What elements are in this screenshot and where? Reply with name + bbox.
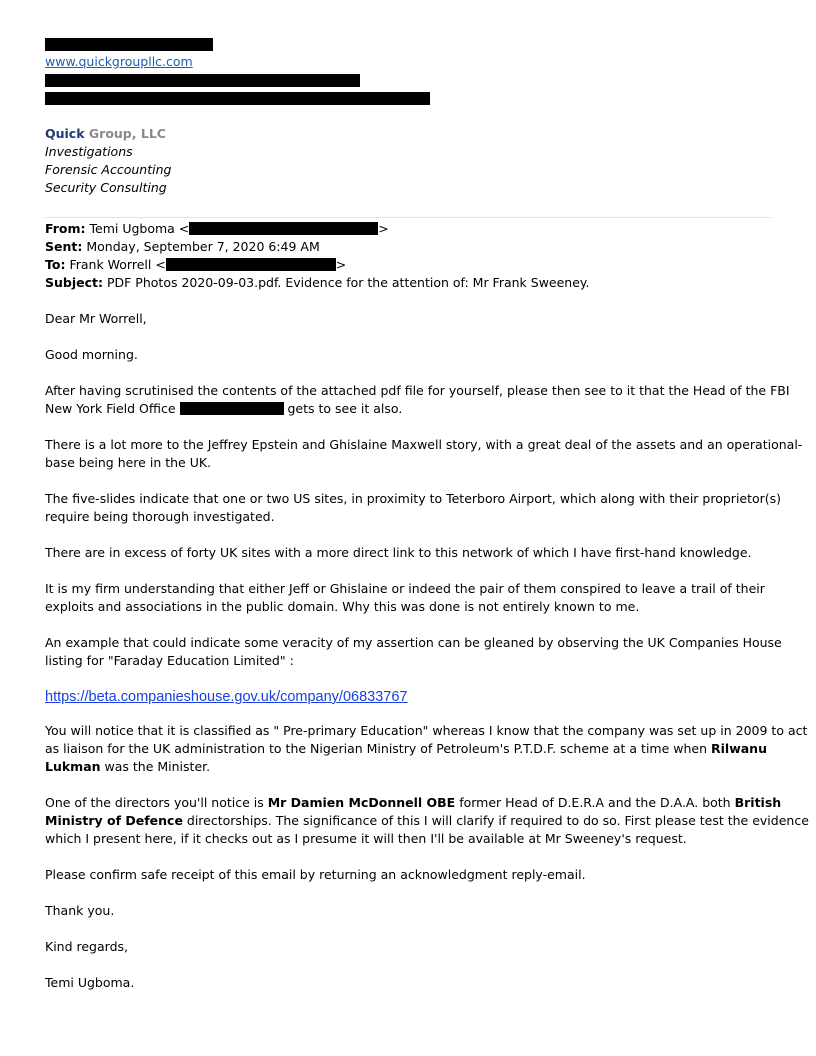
- body-line: listing for "Faraday Education Limited" :: [45, 653, 294, 668]
- body-line: After having scrutinised the contents of the attached pdf file for yourself, please then see to it that the Head of the FBI: [45, 383, 790, 398]
- company-name-rest: Group, LLC: [84, 126, 166, 141]
- body-line: There are in excess of forty UK sites with a more direct link to this network of which I have first-hand knowledge.: [45, 545, 752, 560]
- body-line: which I present here, if it checks out as I presume it will then I'll be available at Mr Sweeney's request.: [45, 831, 687, 846]
- to-row: [45, 256, 346, 274]
- companies-house-link[interactable]: https://beta.companieshouse.gov.uk/company/06833767: [45, 689, 408, 705]
- body-line: It is my firm understanding that either Jeff or Ghislaine or indeed the pair of them conspired to leave a trail of their: [45, 581, 765, 596]
- body-text-bold: British: [734, 795, 782, 810]
- body-line: Good morning.: [45, 347, 138, 362]
- subject-value: PDF Photos 2020-09-03.pdf. Evidence for the attention of: Mr Frank Sweeney.: [106, 275, 590, 290]
- body-line: You will notice that it is classified as " Pre-primary Education" whereas I know that the company was set up in 2009 to act: [45, 723, 808, 738]
- from-row: [45, 220, 389, 238]
- to-close: >: [335, 257, 347, 272]
- body-text: gets to see it also.: [287, 401, 403, 416]
- body-line: base being here in the UK.: [45, 455, 212, 470]
- body-line: Please confirm safe receipt of this email by returning an acknowledgment reply-email.: [45, 867, 586, 882]
- body-line: [45, 812, 809, 830]
- body-line: An example that could indicate some veracity of my assertion can be gleaned by observing the UK Companies House: [45, 635, 782, 650]
- subject-label: Subject:: [45, 275, 103, 290]
- body-text-bold: Mr Damien McDonnell OBE: [267, 795, 456, 810]
- body-line: [45, 794, 781, 812]
- body-line: The five-slides indicate that one or two US sites, in proximity to Teterboro Airport, which along with their proprietor(s): [45, 491, 782, 506]
- from-close: >: [378, 221, 389, 236]
- redaction-bar: [45, 74, 360, 87]
- service-item: Investigations: [45, 144, 133, 159]
- body-text: was the Minister.: [100, 759, 211, 774]
- redaction-bar: [189, 222, 378, 235]
- service-item: Security Consulting: [45, 180, 167, 195]
- website-link[interactable]: www.quickgroupllc.com: [45, 54, 193, 69]
- to-name: Frank Worrell <: [69, 257, 166, 272]
- sent-row: [45, 238, 320, 256]
- body-line: [45, 758, 210, 776]
- body-text: One of the directors you'll notice is: [45, 795, 268, 810]
- body-text: former Head of D.E.R.A and the D.A.A. both: [455, 795, 735, 810]
- thanks: Thank you.: [45, 903, 115, 918]
- body-text-bold: Rilwanu: [711, 741, 767, 756]
- service-item: Forensic Accounting: [45, 162, 172, 177]
- body-text-bold: Lukman: [45, 759, 101, 774]
- sent-value: Monday, September 7, 2020 6:49 AM: [86, 239, 320, 254]
- sent-label: Sent:: [45, 239, 83, 254]
- redaction-bar: [180, 402, 284, 415]
- regards: Kind regards,: [45, 939, 128, 954]
- body-line: [45, 400, 402, 418]
- body-line: [45, 740, 767, 758]
- body-line: exploits and associations in the public domain. Why this was done is not entirely known to me.: [45, 599, 640, 614]
- redaction-bar: [45, 92, 430, 105]
- body-text: directorships. The significance of this I will clarify if required to do so. First please test the evidence: [182, 813, 809, 828]
- subject-row: [45, 274, 590, 292]
- to-label: To:: [45, 257, 66, 272]
- from-name: Temi Ugboma <: [89, 221, 190, 236]
- body-text-bold: Ministry of Defence: [45, 813, 183, 828]
- companies-house-link-row: [45, 688, 407, 706]
- greeting: Dear Mr Worrell,: [45, 311, 147, 326]
- signoff: Temi Ugboma.: [45, 975, 135, 990]
- company-name: [45, 125, 166, 143]
- redaction-bar: [166, 258, 336, 271]
- company-name-quick: Quick: [45, 126, 85, 141]
- from-label: From:: [45, 221, 86, 236]
- redaction-bar: [45, 38, 213, 51]
- body-text: as liaison for the UK administration to the Nigerian Ministry of Petroleum's P.T.D.F. scheme at a time when: [45, 741, 711, 756]
- website-link-row: [45, 53, 193, 71]
- body-line: require being thorough investigated.: [45, 509, 275, 524]
- header-divider: [45, 217, 771, 218]
- body-line: There is a lot more to the Jeffrey Epstein and Ghislaine Maxwell story, with a great deal of the assets and an operational-: [45, 437, 803, 452]
- body-text: New York Field Office: [45, 401, 176, 416]
